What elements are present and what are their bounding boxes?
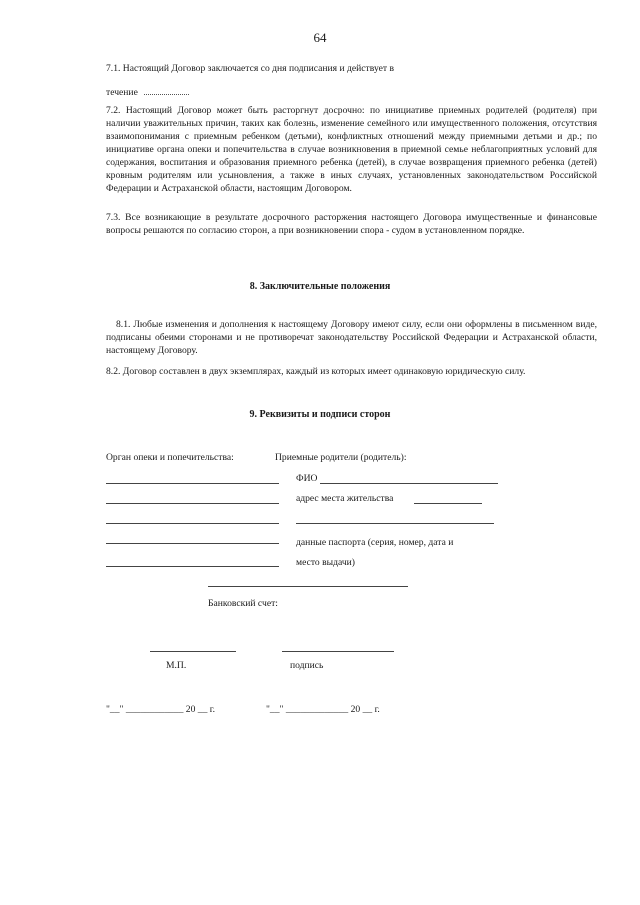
term-label: течение (106, 87, 138, 98)
page-number: 64 (313, 30, 327, 45)
date-right: "__" _____________ 20 __ г. (266, 704, 380, 715)
clause-7-1-term (106, 86, 566, 99)
date-left: "__" ____________ 20 __ г. (106, 704, 216, 715)
clause-7-1: 7.1. Настоящий Договор заключается со дня подписания и действует в (106, 63, 394, 74)
clause-7-2: 7.2. Настоящий Договор может быть расторгнут досрочно: по инициативе приемных родителей (родителя) при наличии уважительных причин, таких как болезнь, изменение семейного или имущественного положения, отсутствия взаимопонимания с приемным ребенком (детьми), конфликтных отношений между приемными детьми и др.; по инициативе органа опеки и попечительства в случае возникновения в приемной семье неблагоприятных условий для содержания, воспитания и образования приемного ребенка (детей), в случае возвращения приемного ребенка (детей) кровным родителям или усыновления, а также в иных случаях, установленных законодательством Российской Федерации и Астраханской области, настоящим Договором. (106, 105, 597, 194)
clause-7-3: 7.3. Все возникающие в результате досрочного расторжения настоящего Договора имущественные и финансовые вопросы решаются по согласию сторон, а при возникновении спора - судом в установленном порядке. (106, 212, 597, 236)
fio-line (320, 483, 498, 484)
fio-label: ФИО (296, 473, 318, 484)
bank-account-label: Банковский счет: (208, 598, 278, 609)
clause-8-1: 8.1. Любые изменения и дополнения к настоящему Договору имеют силу, если они оформлены в письменном виде, подписаны обеими сторонами и не противоречат законодательству Российской Федерации и Астраханской области, настоящему Договору. (106, 319, 597, 356)
authority-line-4 (106, 543, 279, 544)
authority-line-2 (106, 503, 279, 504)
signature-label: подпись (290, 660, 324, 671)
address-line-1 (414, 503, 482, 504)
stamp-label: М.П. (166, 660, 187, 671)
clause-8-2: 8.2. Договор составлен в двух экземплярах, каждый из которых имеет одинаковую юридическую силу. (106, 366, 526, 377)
guardianship-authority-title: Орган опеки и попечительства: (106, 452, 234, 463)
address-line-2 (296, 523, 494, 524)
bank-account-line (208, 586, 408, 587)
stamp-signature-line (150, 651, 236, 652)
authority-line-3 (106, 523, 279, 524)
authority-line-5 (106, 566, 279, 567)
term-blank (144, 86, 189, 95)
authority-line-1 (106, 483, 279, 484)
parent-signature-line (282, 651, 394, 652)
section-9-heading: 9. Реквизиты и подписи сторон (249, 409, 391, 420)
passport-label-1: данные паспорта (серия, номер, дата и (296, 537, 454, 548)
address-label: адрес места жительства (296, 493, 394, 504)
passport-label-2: место выдачи) (296, 557, 355, 568)
section-8-heading: 8. Заключительные положения (249, 281, 391, 292)
foster-parents-title: Приемные родители (родитель): (275, 452, 407, 463)
